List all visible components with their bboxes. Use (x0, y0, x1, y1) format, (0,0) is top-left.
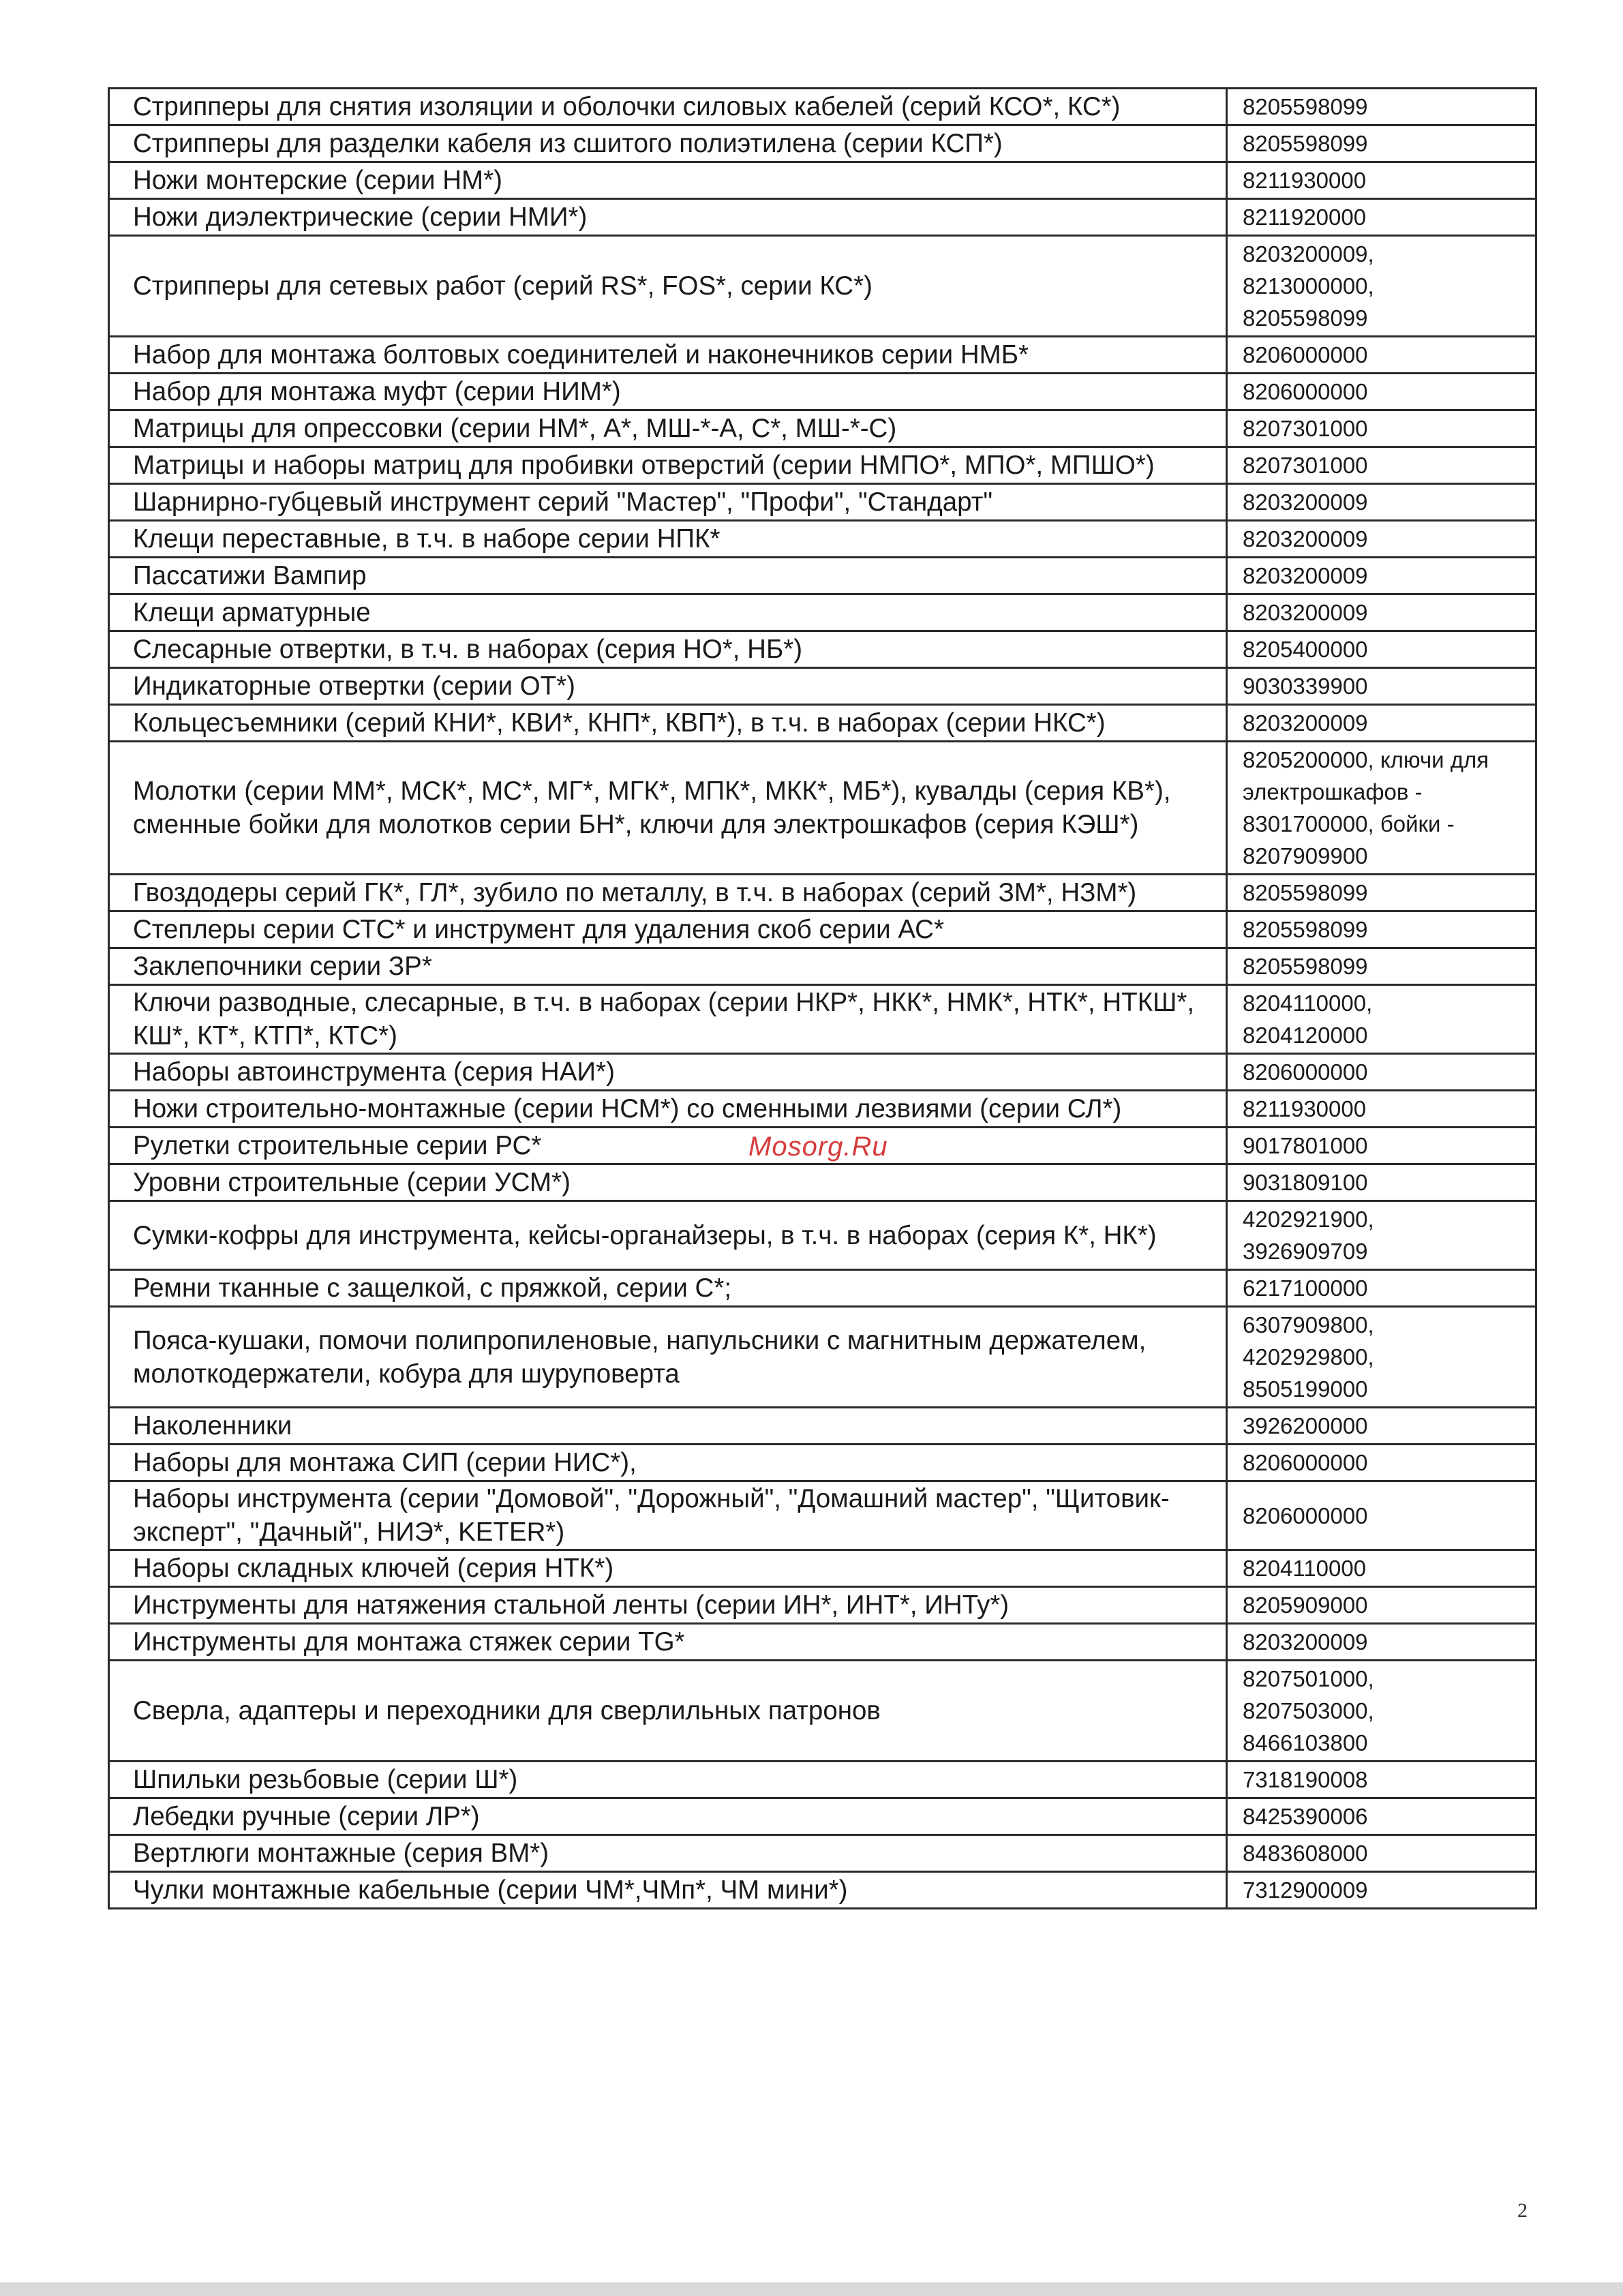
tnved-code: 8505199000 (1243, 1376, 1368, 1402)
tnved-code: 8203200009 (1243, 1629, 1368, 1655)
table-row (109, 911, 1536, 948)
tnved-code-cell (1227, 125, 1536, 162)
tnved-code: 8206000000 (1243, 342, 1368, 367)
product-name-cell: Наборы инструмента (серии "Домовой", "Дорожный", "Домашний мастер", "Щитовик-эксперт", "Дачный", НИЭ*, KETER*) (109, 1481, 1227, 1550)
tnved-code: 8207909900 (1243, 843, 1368, 868)
product-name-cell: Ножи строительно-монтажные (серии НСМ*) со сменными лезвиями (серии СЛ*) (109, 1091, 1227, 1128)
tnved-code: 8466103800 (1243, 1730, 1368, 1755)
table-row (109, 447, 1536, 484)
tnved-code: электрошкафов - (1243, 779, 1423, 804)
tnved-code: 8203200009 (1243, 710, 1368, 736)
tnved-code: 8211920000 (1243, 205, 1367, 230)
tnved-code-cell (1227, 1661, 1536, 1762)
tnved-code: 8205909000 (1243, 1592, 1368, 1618)
tnved-code-cell (1227, 89, 1536, 125)
table-row (109, 484, 1536, 521)
table-row (109, 1762, 1536, 1798)
tnved-code: 8205598099 (1243, 131, 1368, 156)
tnved-code-cell (1227, 1445, 1536, 1481)
table-row (109, 742, 1536, 875)
tnved-code-cell (1227, 484, 1536, 521)
tnved-code: 8301700000, бойки - (1243, 811, 1455, 836)
tnved-code: 8207301000 (1243, 416, 1368, 441)
tnved-code-cell (1227, 594, 1536, 631)
tnved-code: 8203200009 (1243, 600, 1368, 625)
table-row (109, 558, 1536, 594)
product-name-cell: Матрицы для опрессовки (серии НМ*, А*, МШ-*-А, С*, МШ-*-С) (109, 410, 1227, 447)
tnved-code-cell (1227, 1550, 1536, 1587)
tnved-code-cell (1227, 1054, 1536, 1091)
tnved-code: 8205598099 (1243, 954, 1368, 979)
table-row (109, 1798, 1536, 1835)
tnved-code-cell (1227, 1270, 1536, 1307)
product-name-cell: Лебедки ручные (серии ЛР*) (109, 1798, 1227, 1835)
table-row (109, 410, 1536, 447)
tnved-codes-table (108, 87, 1537, 1909)
table-row (109, 1307, 1536, 1408)
table-row (109, 875, 1536, 911)
tnved-code-cell (1227, 337, 1536, 374)
tnved-code: 8205400000 (1243, 637, 1368, 662)
tnved-code-cell (1227, 1872, 1536, 1909)
tnved-code-cell (1227, 1307, 1536, 1408)
tnved-code-cell (1227, 558, 1536, 594)
tnved-code-cell (1227, 1201, 1536, 1270)
tnved-code: 8204120000 (1243, 1023, 1368, 1048)
tnved-code: 3926200000 (1243, 1413, 1368, 1438)
table-row (109, 1445, 1536, 1481)
product-name-cell: Гвоздодеры серий ГК*, ГЛ*, зубило по металлу, в т.ч. в наборах (серий ЗМ*, НЗМ*) (109, 875, 1227, 911)
table-row (109, 1091, 1536, 1128)
product-name-cell: Заклепочники серии ЗР* (109, 948, 1227, 985)
tnved-code: 6307909800, (1243, 1312, 1374, 1338)
tnved-code: 8206000000 (1243, 1059, 1368, 1085)
tnved-code-cell (1227, 875, 1536, 911)
table-row (109, 1054, 1536, 1091)
table-row (109, 1872, 1536, 1909)
table-row (109, 1661, 1536, 1762)
table-row (109, 1270, 1536, 1307)
tnved-code-cell (1227, 1798, 1536, 1835)
table-row (109, 1550, 1536, 1587)
table-row (109, 1481, 1536, 1550)
product-name-cell: Набор для монтажа муфт (серии НИМ*) (109, 374, 1227, 410)
tnved-code: 9030339900 (1243, 674, 1368, 699)
product-name-cell: Инструменты для натяжения стальной ленты (серии ИН*, ИНТ*, ИНТу*) (109, 1587, 1227, 1624)
product-name-cell: Наборы складных ключей (серия НТК*) (109, 1550, 1227, 1587)
tnved-code-cell (1227, 1164, 1536, 1201)
product-name-cell: Инструменты для монтажа стяжек серии TG* (109, 1624, 1227, 1661)
product-name-cell: Наколенники (109, 1408, 1227, 1445)
table-row (109, 668, 1536, 705)
tnved-code-cell (1227, 631, 1536, 668)
tnved-code-cell (1227, 1408, 1536, 1445)
product-name-cell: Индикаторные отвертки (серии ОТ*) (109, 668, 1227, 705)
tnved-code: 4202921900, (1243, 1207, 1374, 1232)
product-name-cell: Ножи монтерские (серии НМ*) (109, 162, 1227, 199)
tnved-code: 9031809100 (1243, 1170, 1368, 1195)
tnved-code: 8483608000 (1243, 1841, 1368, 1866)
tnved-code-cell (1227, 911, 1536, 948)
tnved-code-cell (1227, 1481, 1536, 1550)
tnved-code-cell (1227, 521, 1536, 558)
tnved-code: 7312900009 (1243, 1877, 1368, 1903)
product-name-cell: Кольцесъемники (серий КНИ*, КВИ*, КНП*, КВП*), в т.ч. в наборах (серии НКС*) (109, 705, 1227, 742)
product-name-cell: Рулетки строительные серии РС* (109, 1128, 1227, 1164)
tnved-code: 8206000000 (1243, 379, 1368, 404)
product-name-cell: Уровни строительные (серии УСМ*) (109, 1164, 1227, 1201)
table-row (109, 1835, 1536, 1872)
tnved-code-cell (1227, 1587, 1536, 1624)
tnved-code: 4202929800, (1243, 1344, 1374, 1370)
tnved-code: 8204110000, (1243, 991, 1373, 1016)
tnved-code: 8205598099 (1243, 917, 1368, 942)
table-row (109, 337, 1536, 374)
product-name-cell: Стрипперы для разделки кабеля из сшитого полиэтилена (серии КСП*) (109, 125, 1227, 162)
table-row (109, 199, 1536, 236)
table-row (109, 705, 1536, 742)
tnved-code-cell (1227, 948, 1536, 985)
tnved-code: 7318190008 (1243, 1767, 1368, 1792)
tnved-code: 3926909709 (1243, 1239, 1368, 1264)
table-row (109, 89, 1536, 125)
tnved-code-cell (1227, 668, 1536, 705)
tnved-code-cell (1227, 236, 1536, 337)
tnved-code-cell (1227, 199, 1536, 236)
product-name-cell: Наборы автоинструмента (серия НАИ*) (109, 1054, 1227, 1091)
tnved-code-cell (1227, 985, 1536, 1054)
tnved-code-cell (1227, 1762, 1536, 1798)
tnved-code: 8203200009 (1243, 489, 1368, 515)
tnved-code: 8425390006 (1243, 1804, 1368, 1829)
tnved-code-cell (1227, 410, 1536, 447)
tnved-code: 8211930000 (1243, 168, 1367, 193)
table-row (109, 1164, 1536, 1201)
tnved-code: 8205598099 (1243, 880, 1368, 905)
product-name-cell: Сверла, адаптеры и переходники для сверлильных патронов (109, 1661, 1227, 1762)
table-row (109, 594, 1536, 631)
tnved-code: 6217100000 (1243, 1275, 1368, 1301)
table-row (109, 1201, 1536, 1270)
tnved-code-cell (1227, 162, 1536, 199)
product-name-cell: Ремни тканные с защелкой, с пряжкой, серии С*; (109, 1270, 1227, 1307)
product-name-cell: Молотки (серии ММ*, МСК*, МС*, МГ*, МГК*, МПК*, МКК*, МБ*), кувалды (серия КВ*), сменные бойки для молотков серии БН*, ключи для электрошкафов (серия КЭШ*) (109, 742, 1227, 875)
tnved-code: 8207503000, (1243, 1698, 1374, 1723)
table-row (109, 374, 1536, 410)
tnved-code: 8204110000 (1243, 1556, 1367, 1581)
tnved-code: 8205598099 (1243, 94, 1368, 119)
product-name-cell: Чулки монтажные кабельные (серии ЧМ*,ЧМп*, ЧМ мини*) (109, 1872, 1227, 1909)
tnved-code-cell (1227, 742, 1536, 875)
watermark-text: Mosorg.Ru (748, 1132, 888, 1162)
table-row (109, 985, 1536, 1054)
tnved-code: 8206000000 (1243, 1450, 1368, 1475)
product-name-cell: Ножи диэлектрические (серии НМИ*) (109, 199, 1227, 236)
product-name-cell: Пояса-кушаки, помочи полипропиленовые, напульсники с магнитным держателем, молоткодержатели, кобура для шуруповерта (109, 1307, 1227, 1408)
page-number: 2 (1517, 2199, 1528, 2222)
table-row (109, 1408, 1536, 1445)
table-row (109, 521, 1536, 558)
table-row (109, 1587, 1536, 1624)
product-name-cell: Стрипперы для сетевых работ (серий RS*, FOS*, серии КС*) (109, 236, 1227, 337)
tnved-code-cell (1227, 1624, 1536, 1661)
tnved-code-cell (1227, 447, 1536, 484)
tnved-code: 8205598099 (1243, 305, 1368, 331)
product-name-cell: Стрипперы для снятия изоляции и оболочки силовых кабелей (серий КСО*, КС*) (109, 89, 1227, 125)
table-row (109, 631, 1536, 668)
tnved-code-cell (1227, 1835, 1536, 1872)
tnved-code: 8207301000 (1243, 453, 1368, 478)
product-name-cell: Слесарные отвертки, в т.ч. в наборах (серия НО*, НБ*) (109, 631, 1227, 668)
tnved-code: 8203200009 (1243, 526, 1368, 552)
tnved-code: 8213000000, (1243, 273, 1374, 299)
table-body (109, 89, 1536, 1909)
product-name-cell: Наборы для монтажа СИП (серии НИС*), (109, 1445, 1227, 1481)
product-name-cell: Шпильки резьбовые (серии Ш*) (109, 1762, 1227, 1798)
table-row (109, 162, 1536, 199)
tnved-code: 8207501000, (1243, 1666, 1374, 1691)
tnved-code: 8203200009, (1243, 241, 1374, 267)
tnved-code-cell (1227, 1128, 1536, 1164)
table-row (109, 125, 1536, 162)
table-row (109, 948, 1536, 985)
tnved-code-cell (1227, 705, 1536, 742)
product-name-cell: Пассатижи Вампир (109, 558, 1227, 594)
product-name-cell: Вертлюги монтажные (серия ВМ*) (109, 1835, 1227, 1872)
tnved-code: 8206000000 (1243, 1502, 1368, 1528)
table-row (109, 1624, 1536, 1661)
table-row (109, 236, 1536, 337)
tnved-code-cell (1227, 374, 1536, 410)
product-name-cell: Шарнирно-губцевый инструмент серий "Мастер", "Профи", "Стандарт" (109, 484, 1227, 521)
tnved-code: 8205200000, ключи для (1243, 747, 1489, 772)
product-name-cell: Клещи арматурные (109, 594, 1227, 631)
tnved-code: 8203200009 (1243, 563, 1368, 588)
tnved-code: 8211930000 (1243, 1096, 1367, 1121)
tnved-code-cell (1227, 1091, 1536, 1128)
product-name-cell: Степлеры серии СТС* и инструмент для удаления скоб серии АС* (109, 911, 1227, 948)
product-name-cell: Набор для монтажа болтовых соединителей и наконечников серии НМБ* (109, 337, 1227, 374)
product-name-cell: Клещи переставные, в т.ч. в наборе серии НПК* (109, 521, 1227, 558)
page-bottom-edge (0, 2282, 1623, 2296)
product-name-cell: Матрицы и наборы матриц для пробивки отверстий (серии НМПО*, МПО*, МПШО*) (109, 447, 1227, 484)
product-name-cell: Сумки-кофры для инструмента, кейсы-органайзеры, в т.ч. в наборах (серия К*, НК*) (109, 1201, 1227, 1270)
tnved-code: 9017801000 (1243, 1133, 1368, 1158)
product-name-cell: Ключи разводные, слесарные, в т.ч. в наборах (серии НКР*, НКК*, НМК*, НТК*, НТКШ*, КШ*, КТ*, КТП*, КТС*) (109, 985, 1227, 1054)
